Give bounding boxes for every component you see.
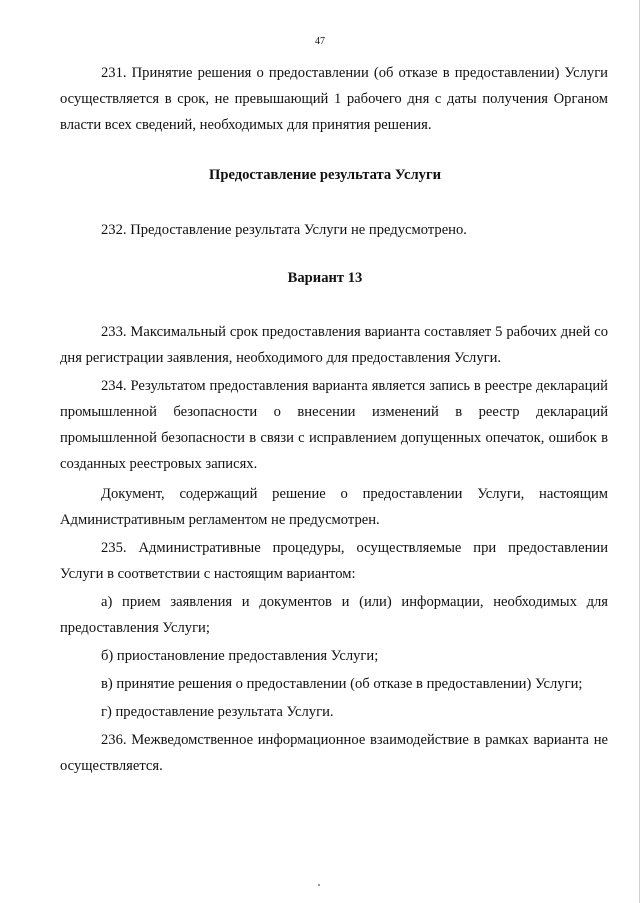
section-heading-result: Предоставление результата Услуги (209, 167, 441, 183)
paragraph-233: 233. Максимальный срок предоставления варианта составляет 5 рабочих дней со дня регистрации заявления, необходимого для предоставления Услуги. (60, 324, 608, 366)
paragraph-234: 234. Результатом предоставления варианта является запись в реестре деклараций промышленной безопасности о внесении изменений в реестр деклараций промышленной безопасности в связи с исправлением допущенных опечаток, ошибок в созданных реестровых записях. (60, 378, 608, 472)
paragraph-232-block (60, 217, 608, 243)
paragraph-231: 231. Принятие решения о предоставлении (об отказе в предоставлении) Услуги осуществляется в срок, не превышающий 1 рабочего дня с даты получения Органом власти всех сведений, необходимых для принятия решения. (60, 65, 608, 133)
list-item-g: г) предоставление результата Услуги. (101, 704, 334, 720)
paragraph-document-note: Документ, содержащий решение о предоставлении Услуги, настоящим Административным регламентом не предусмотрен. (60, 486, 608, 528)
variant-13-body (60, 319, 608, 779)
paragraph-236: 236. Межведомственное информационное взаимодействие в рамках варианта не осуществляется. (60, 732, 608, 774)
list-item-v: в) принятие решения о предоставлении (об отказе в предоставлении) Услуги; (101, 676, 583, 692)
list-item-b: б) приостановление предоставления Услуги; (101, 648, 379, 664)
list-item-a: а) прием заявления и документов и (или) информации, необходимых для предоставления Услуги; (60, 594, 608, 636)
scan-speck (318, 884, 320, 886)
section-heading-variant-13: Вариант 13 (287, 270, 363, 286)
paragraph-231-block (60, 60, 608, 138)
page-number: 47 (315, 36, 325, 47)
paragraph-235: 235. Административные процедуры, осуществляемые при предоставлении Услуги в соответствии с настоящим вариантом: (60, 540, 608, 582)
paragraph-232: 232. Предоставление результата Услуги не предусмотрено. (101, 222, 467, 238)
